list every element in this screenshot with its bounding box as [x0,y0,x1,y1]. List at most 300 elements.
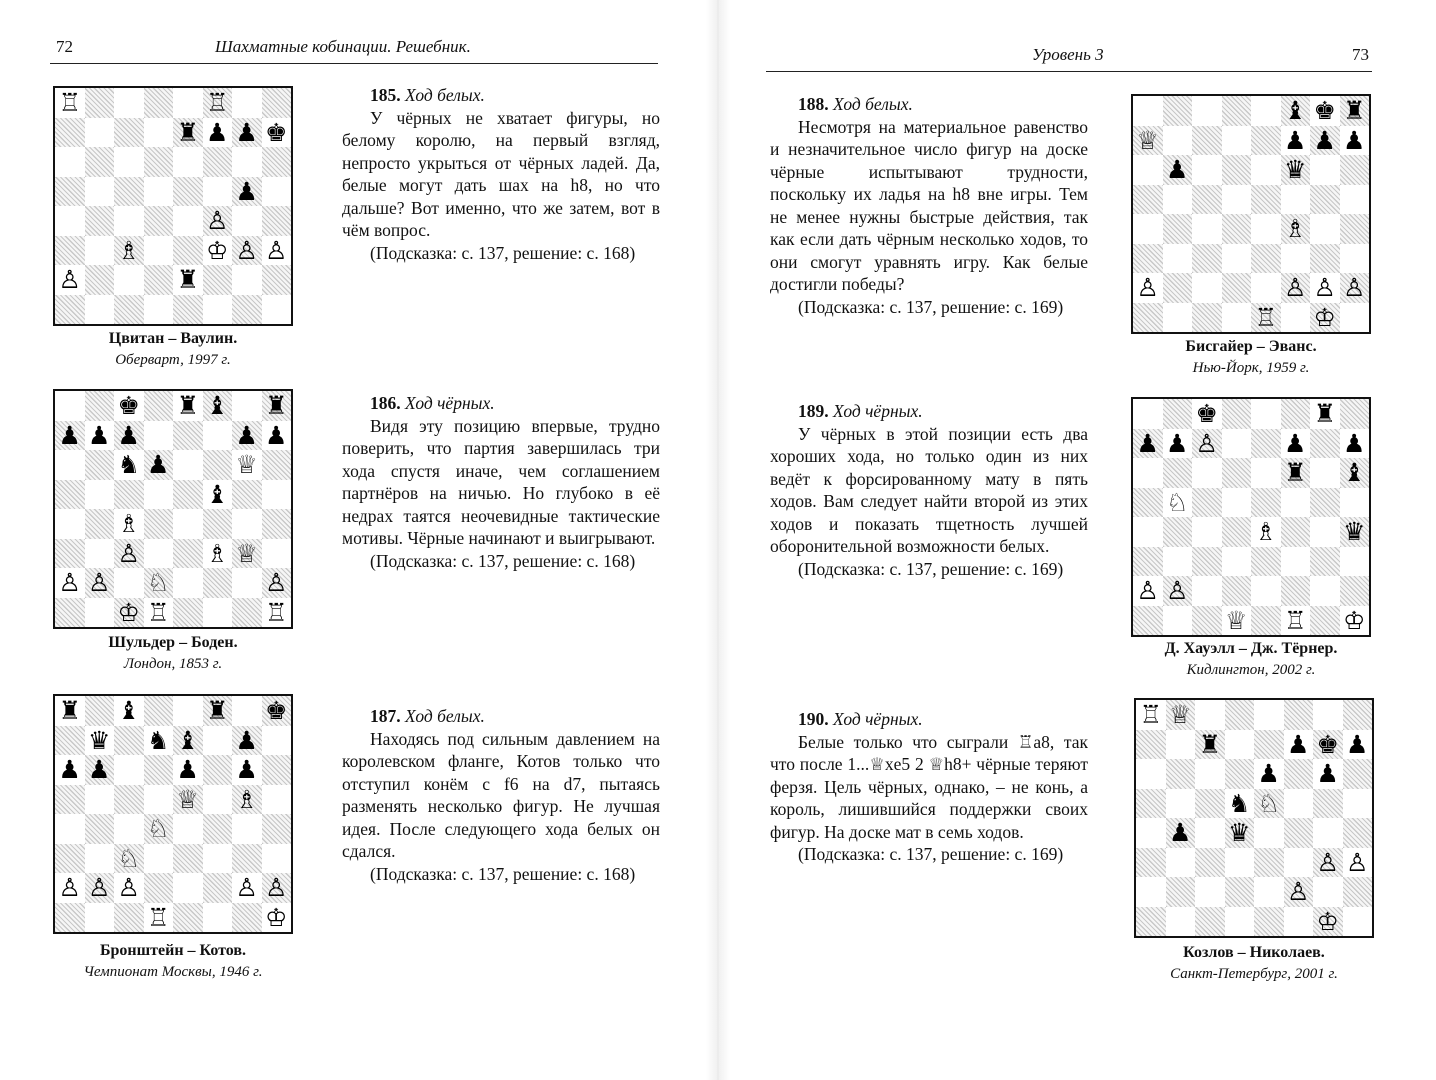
chess-piece-icon: ♟ [206,117,229,147]
square-c6 [1195,759,1225,789]
game-caption [1131,338,1371,377]
side-to-move: Ход белых. [833,94,913,114]
square-e3 [173,236,203,266]
square-e3 [1251,547,1281,577]
square-c5 [114,177,144,207]
square-a6 [55,147,85,177]
square-g2 [1310,576,1340,606]
chess-piece-icon: ♟ [1287,729,1310,759]
square-h8 [262,391,292,421]
square-g4 [232,814,262,844]
square-g2 [232,873,262,903]
square-b4 [1166,818,1196,848]
square-a5 [1133,185,1163,215]
square-d7 [1222,429,1252,459]
chess-piece-icon: ♙ [235,873,258,903]
square-f8 [203,696,233,726]
square-e5 [1251,185,1281,215]
square-a3 [55,236,85,266]
square-e6 [1251,458,1281,488]
chess-piece-icon: ♙ [58,568,81,598]
square-h7 [1343,730,1373,760]
problem-number: 189. [798,401,829,421]
chess-board [1131,397,1371,637]
game-caption [53,330,293,369]
square-g7 [232,421,262,451]
square-g1 [232,903,262,933]
square-g3 [232,236,262,266]
square-g1 [1313,907,1343,937]
chess-piece-icon: ♜ [176,391,199,421]
square-f1 [203,295,233,325]
square-d3 [1222,244,1252,274]
chess-piece-icon: ♞ [147,725,170,755]
square-b8 [1166,700,1196,730]
square-b8 [1163,96,1193,126]
square-g3 [232,844,262,874]
square-f3 [203,539,233,569]
event: Санкт-Петербург, 2001 г. [1170,966,1338,982]
square-f5 [203,480,233,510]
square-e2 [173,873,203,903]
chess-piece-icon: ♔ [265,902,288,932]
chess-piece-icon: ♔ [206,235,229,265]
square-e2 [1254,877,1284,907]
players: Цвитан – Ваулин. [108,330,238,347]
square-e6 [173,147,203,177]
problem-text [342,392,660,572]
square-c1 [1192,303,1222,333]
event: Чемпионат Москвы, 1946 г. [83,964,263,980]
square-b2 [85,568,115,598]
chess-piece-icon: ♛ [1284,155,1307,185]
square-e7 [1251,429,1281,459]
square-d6 [1222,458,1252,488]
chess-piece-icon: ♖ [147,902,170,932]
hint: (Подсказка: с. 137, решение: с. 168) [370,242,636,263]
chess-piece-icon: ♖ [1139,700,1162,730]
square-b8 [1163,399,1193,429]
square-h2 [262,265,292,295]
square-b5 [85,480,115,510]
square-e5 [173,480,203,510]
square-a7 [55,421,85,451]
square-h6 [262,450,292,480]
chess-piece-icon: ♕ [235,538,258,568]
square-c5 [1192,488,1222,518]
square-e4 [173,206,203,236]
square-h8 [1343,700,1373,730]
running-title: Шахматные кобинации. Решебник. [215,37,471,56]
square-c6 [114,147,144,177]
square-b5 [1163,185,1193,215]
square-h7 [1340,126,1370,156]
square-d8 [144,696,174,726]
square-e8 [173,696,203,726]
square-d1 [144,295,174,325]
square-d5 [1222,488,1252,518]
chess-piece-icon: ♜ [265,391,288,421]
chess-piece-icon: ♟ [176,755,199,785]
chess-piece-icon: ♚ [1195,399,1218,429]
players: Шульдер – Боден. [108,634,238,651]
square-g8 [1310,96,1340,126]
square-d5 [1225,789,1255,819]
square-a2 [55,873,85,903]
square-c2 [114,265,144,295]
chess-piece-icon: ♟ [147,450,170,480]
square-a8 [55,88,85,118]
square-f7 [203,726,233,756]
square-b8 [85,88,115,118]
square-f7 [203,118,233,148]
square-f7 [203,421,233,451]
square-h5 [262,177,292,207]
problem-description: Несмотря на материальное равенство и незначительное число фигур на доске чёрные испытывают трудности, поскольку их ладья на h8 вне игры. Тем не менее нужны быстрые действия, так как если дать чёрным несколько ходов, то они смогут уравнять игру. Как белые достигли победы? [770,116,1088,294]
square-f5 [1281,185,1311,215]
game-caption [1134,944,1374,983]
square-g5 [232,480,262,510]
square-b1 [1163,606,1193,636]
chess-piece-icon: ♙ [1166,576,1189,606]
players: Козлов – Николаев. [1183,944,1325,961]
square-c3 [114,539,144,569]
square-f1 [1284,907,1314,937]
square-f3 [203,236,233,266]
square-a3 [1136,848,1166,878]
square-e8 [173,391,203,421]
square-f4 [203,814,233,844]
chess-piece-icon: ♚ [1316,729,1339,759]
square-e1 [173,295,203,325]
square-g3 [1310,244,1340,274]
problem-number: 188. [798,94,829,114]
chess-piece-icon: ♙ [1195,428,1218,458]
square-e3 [173,539,203,569]
square-b4 [85,814,115,844]
square-g8 [1310,399,1340,429]
chess-piece-icon: ♟ [1169,818,1192,848]
square-c6 [114,755,144,785]
square-g5 [1310,488,1340,518]
square-h2 [262,568,292,598]
square-b5 [85,785,115,815]
square-f3 [1284,848,1314,878]
square-c2 [1192,273,1222,303]
chess-piece-icon: ♟ [235,755,258,785]
chess-piece-icon: ♟ [1257,759,1280,789]
square-c7 [1192,126,1222,156]
square-e4 [1254,818,1284,848]
square-c7 [114,726,144,756]
square-f8 [203,88,233,118]
chess-piece-icon: ♟ [1343,125,1366,155]
square-a8 [1133,96,1163,126]
square-d4 [144,206,174,236]
square-c2 [114,568,144,598]
square-f4 [1281,517,1311,547]
square-f3 [1281,244,1311,274]
square-g1 [232,598,262,628]
chess-piece-icon: ♔ [1343,605,1366,635]
square-g6 [1310,458,1340,488]
square-b7 [1163,429,1193,459]
square-f7 [1284,730,1314,760]
square-c4 [1192,214,1222,244]
square-b2 [1166,877,1196,907]
square-h1 [1340,606,1370,636]
chess-piece-icon: ♖ [58,88,81,118]
chess-piece-icon: ♗ [1284,214,1307,244]
square-a2 [55,265,85,295]
square-c1 [114,295,144,325]
chess-piece-icon: ♜ [1313,399,1336,429]
event: Оберварт, 1997 г. [115,352,231,368]
square-f5 [1281,488,1311,518]
square-d5 [144,177,174,207]
square-a7 [55,118,85,148]
square-g5 [1310,185,1340,215]
square-a7 [1136,730,1166,760]
chess-board [53,86,293,326]
square-g4 [1313,818,1343,848]
chess-piece-icon: ♜ [1343,96,1366,126]
square-e4 [1251,517,1281,547]
square-f6 [203,755,233,785]
square-d3 [144,236,174,266]
square-b1 [1163,303,1193,333]
square-e4 [173,814,203,844]
chess-piece-icon: ♟ [1136,428,1159,458]
square-a6 [1133,155,1163,185]
square-h8 [1340,96,1370,126]
square-e4 [1251,214,1281,244]
square-h1 [262,903,292,933]
square-d8 [1222,96,1252,126]
square-a6 [1136,759,1166,789]
square-a5 [1136,789,1166,819]
chess-piece-icon: ♗ [1254,517,1277,547]
square-g2 [232,568,262,598]
square-h6 [262,755,292,785]
chess-piece-icon: ♕ [1169,700,1192,730]
square-d7 [144,118,174,148]
square-f6 [1281,155,1311,185]
square-g7 [1310,429,1340,459]
square-d4 [1222,214,1252,244]
chess-piece-icon: ♚ [1313,96,1336,126]
chess-piece-icon: ♟ [235,117,258,147]
square-e5 [1254,789,1284,819]
problem-text [342,84,660,264]
chess-piece-icon: ♙ [1346,847,1369,877]
square-g8 [1313,700,1343,730]
square-h6 [262,147,292,177]
square-f4 [203,206,233,236]
square-b8 [85,391,115,421]
square-c1 [1195,907,1225,937]
square-f7 [1281,429,1311,459]
game-caption [1131,640,1371,679]
square-h8 [262,696,292,726]
chess-piece-icon: ♙ [206,206,229,236]
problem-number: 186. [370,393,401,413]
chess-piece-icon: ♙ [265,873,288,903]
square-d7 [144,726,174,756]
hint: (Подсказка: с. 137, решение: с. 169) [798,844,1064,864]
square-h5 [262,785,292,815]
square-b4 [1163,517,1193,547]
square-d8 [1222,399,1252,429]
chess-piece-icon: ♖ [147,597,170,627]
square-a8 [1133,399,1163,429]
chess-piece-icon: ♕ [235,450,258,480]
square-e2 [173,568,203,598]
square-g4 [232,509,262,539]
square-f6 [203,450,233,480]
square-h2 [1340,576,1370,606]
square-f8 [1284,700,1314,730]
square-g7 [232,726,262,756]
square-f4 [1281,214,1311,244]
problem-number: 185. [370,85,401,105]
side-to-move: Ход белых. [405,706,485,726]
square-b2 [1163,273,1193,303]
problem-description: Белые только что сыграли ♖a8, так что после 1...♕xe5 2 ♕h8+ чёрные теряют ферзя. Цель чёрных, однако, – не конь, а король, лишившийся поддержки своих фигур. На доске мат в семь ходов. [770,731,1088,842]
chess-piece-icon: ♚ [117,391,140,421]
square-d4 [144,814,174,844]
square-c8 [114,696,144,726]
square-c8 [1195,700,1225,730]
chess-piece-icon: ♜ [58,696,81,726]
square-a4 [55,206,85,236]
chess-piece-icon: ♙ [117,538,140,568]
square-d6 [1222,155,1252,185]
square-g3 [1310,547,1340,577]
square-e5 [1251,488,1281,518]
square-g2 [232,265,262,295]
chess-piece-icon: ♙ [265,235,288,265]
players: Бронштейн – Котов. [99,942,247,959]
square-d8 [1225,700,1255,730]
square-h2 [1340,273,1370,303]
chess-piece-icon: ♟ [88,755,111,785]
square-g6 [232,450,262,480]
square-b1 [1166,907,1196,937]
players: Бисгайер – Эванс. [1185,338,1317,355]
chess-piece-icon: ♖ [1254,302,1277,332]
square-a7 [1133,429,1163,459]
problem-number: 190. [798,709,829,729]
square-e2 [1251,273,1281,303]
chess-piece-icon: ♟ [88,420,111,450]
chess-piece-icon: ♖ [265,597,288,627]
chess-piece-icon: ♗ [235,784,258,814]
square-a7 [1133,126,1163,156]
chess-piece-icon: ♝ [1343,458,1366,488]
square-h4 [1340,517,1370,547]
square-a6 [1133,458,1163,488]
chess-piece-icon: ♖ [206,88,229,118]
square-c2 [114,873,144,903]
chess-piece-icon: ♗ [117,235,140,265]
square-h6 [1343,759,1373,789]
chess-piece-icon: ♙ [1136,273,1159,303]
chess-piece-icon: ♙ [58,265,81,295]
square-e6 [173,755,203,785]
chess-piece-icon: ♜ [206,696,229,726]
chess-piece-icon: ♝ [206,391,229,421]
square-b7 [85,421,115,451]
square-b3 [1163,547,1193,577]
square-e6 [1254,759,1284,789]
square-f6 [1281,458,1311,488]
square-h4 [262,206,292,236]
square-d6 [144,450,174,480]
square-f3 [1281,547,1311,577]
square-b5 [85,177,115,207]
square-a1 [1133,303,1163,333]
square-d7 [1225,730,1255,760]
square-f6 [203,147,233,177]
square-d1 [144,903,174,933]
square-h5 [1340,488,1370,518]
square-a1 [1133,606,1163,636]
chess-piece-icon: ♙ [265,568,288,598]
square-d3 [1222,547,1252,577]
square-b5 [1166,789,1196,819]
square-h3 [1340,547,1370,577]
square-f1 [1281,303,1311,333]
hint: (Подсказка: с. 137, решение: с. 168) [370,550,636,571]
page-number: 73 [1352,45,1369,64]
square-h5 [1340,185,1370,215]
square-a2 [55,568,85,598]
chess-piece-icon: ♘ [1257,788,1280,818]
chess-piece-icon: ♟ [1346,729,1369,759]
square-a1 [55,903,85,933]
square-a2 [1133,576,1163,606]
square-c8 [114,88,144,118]
square-a5 [55,177,85,207]
square-f2 [1284,877,1314,907]
chess-piece-icon: ♝ [1284,96,1307,126]
square-a1 [55,295,85,325]
square-h8 [1340,399,1370,429]
square-f1 [203,598,233,628]
chess-piece-icon: ♙ [1313,273,1336,303]
chess-piece-icon: ♞ [117,450,140,480]
square-g5 [1313,789,1343,819]
square-f6 [1284,759,1314,789]
square-b7 [85,118,115,148]
square-b4 [85,206,115,236]
square-c6 [1192,458,1222,488]
square-g8 [232,88,262,118]
chess-piece-icon: ♙ [1284,273,1307,303]
chess-piece-icon: ♟ [235,176,258,206]
chess-piece-icon: ♟ [1316,759,1339,789]
square-e7 [1251,126,1281,156]
square-d5 [1222,185,1252,215]
square-c4 [114,206,144,236]
chess-piece-icon: ♘ [117,843,140,873]
square-d3 [144,539,174,569]
chess-piece-icon: ♘ [147,568,170,598]
chess-piece-icon: ♟ [1166,428,1189,458]
square-b7 [85,726,115,756]
chess-piece-icon: ♜ [1284,458,1307,488]
